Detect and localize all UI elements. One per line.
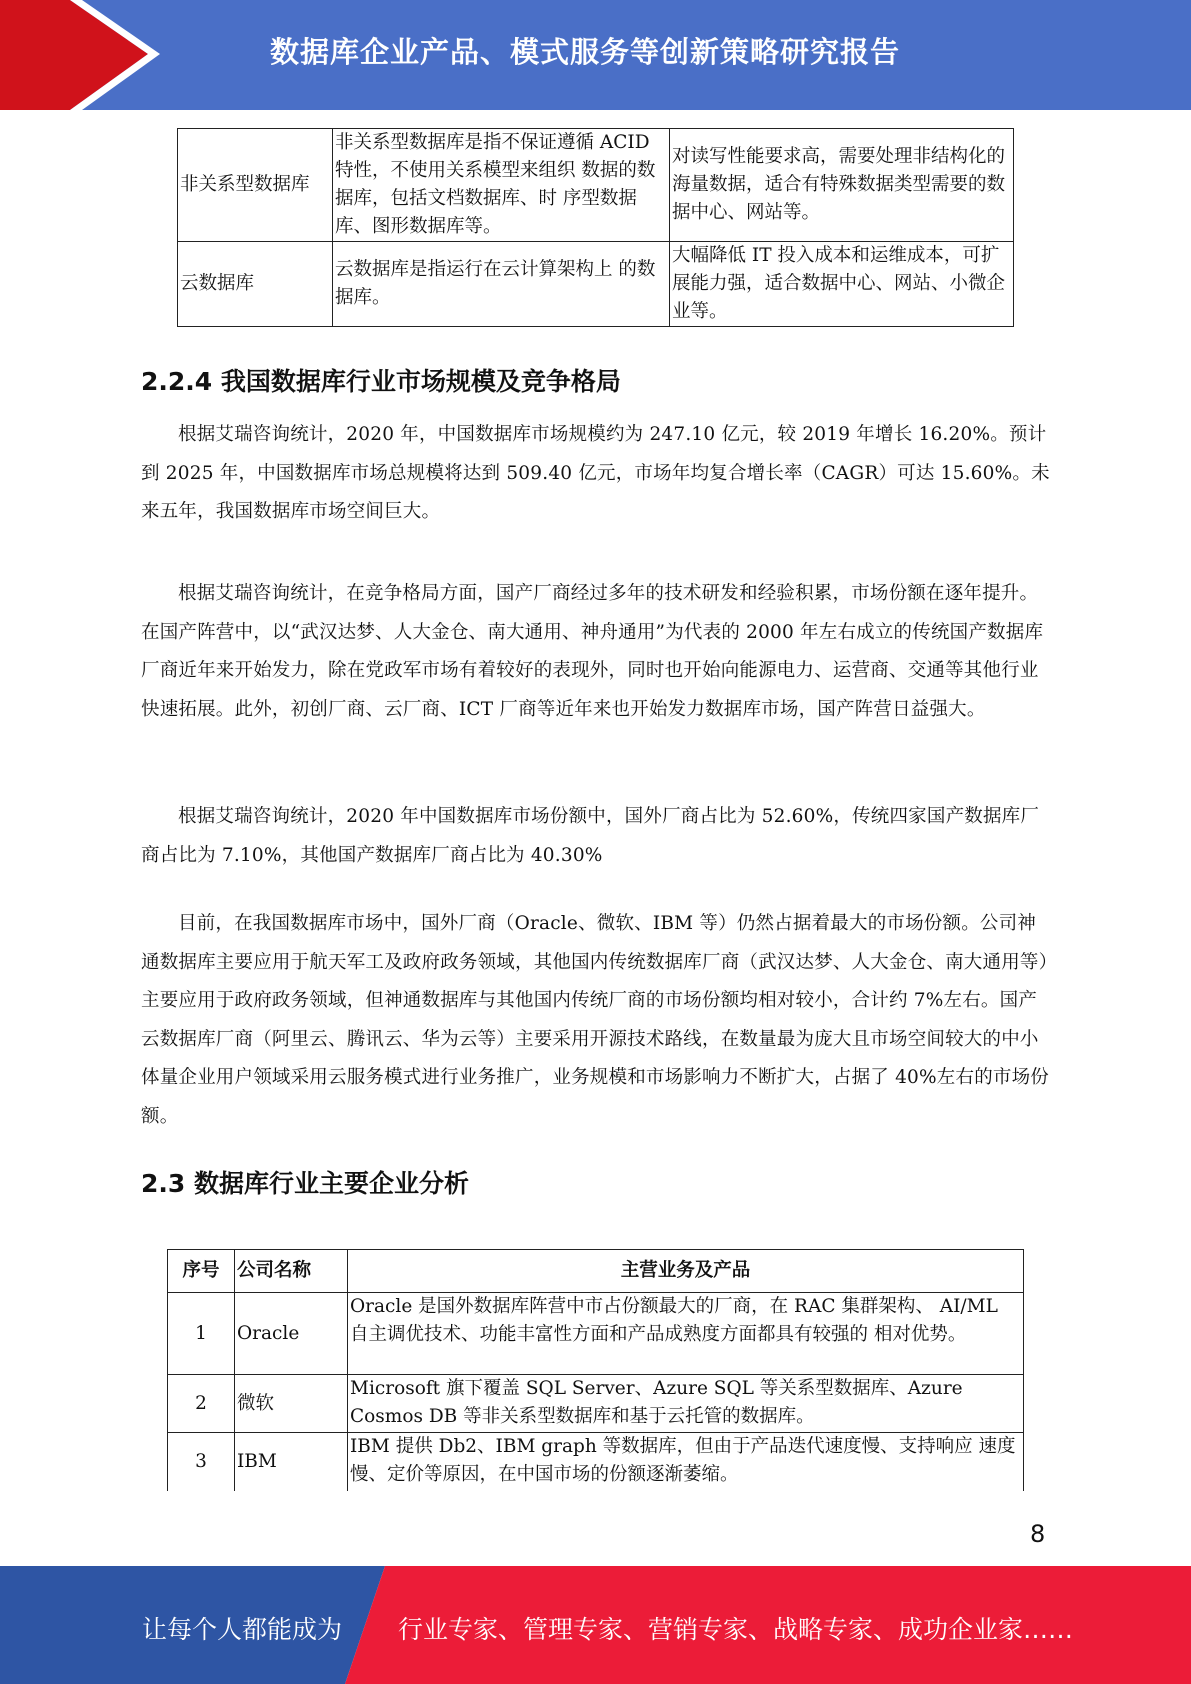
db-usage-cell: 大幅降低 IT 投入成本和运维成本，可扩展能力强，适合数据中心、网站、小微企业等。 bbox=[670, 242, 1014, 327]
company-business: Oracle 是国外数据库阵营中市占份额最大的厂商，在 RAC 集群架构、 AI/ML 自主调优技术、功能丰富性方面和产品成熟度方面都具有较强的 相对优势。 bbox=[348, 1293, 1024, 1375]
company-name: IBM bbox=[235, 1433, 348, 1491]
table-row bbox=[168, 1433, 1024, 1491]
col-header-business: 主营业务及产品 bbox=[348, 1250, 1024, 1293]
table-row bbox=[168, 1375, 1024, 1433]
company-business: Microsoft 旗下覆盖 SQL Server、Azure SQL 等关系型数据库、Azure Cosmos DB 等非关系型数据库和基于云托管的数据库。 bbox=[348, 1375, 1024, 1433]
paragraph-market-share: 根据艾瑞咨询统计，2020 年中国数据库市场份额中，国外厂商占比为 52.60%，传统四家国产数据库厂商占比为 7.10%，其他国产数据库厂商占比为 40.30% bbox=[141, 806, 1040, 866]
page-number: 8 bbox=[1030, 1520, 1046, 1548]
paragraph-current-situation: 目前，在我国数据库市场中，国外厂商（Oracle、微软、IBM 等）仍然占据着最大的市场份额。公司神通数据库主要应用于航天军工及政府政务领域，其他国内传统数据库厂商（武汉达梦、人大金仓、南大通用等）主要应用于政府政务领域，但神通数据库与其他国内传统厂商的市场份额均相对较小，合计约 7%左右。国产云数据库厂商（阿里云、腾讯云、华为云等）主要采用开源技术路线，在数量最为庞大且市场空间较大的中小体量企业用户领域采用云服务模式进行业务推广，业务规模和市场影响力不断扩大，占据了 40%左右的市场份额。 bbox=[141, 913, 1050, 1127]
page-footer bbox=[0, 1566, 1191, 1684]
paragraph-competition: 根据艾瑞咨询统计，在竞争格局方面，国产厂商经过多年的技术研发和经验积累，市场份额在逐年提升。在国产阵营中，以“武汉达梦、人大金仓、南大通用、神舟通用”为代表的 2000 年左右成立的传统国产数据库厂商近年来开始发力，除在党政军市场有着较好的表现外，同时也开始向能源电力、运营商、交通等其他行业快速拓展。此外，初创厂商、云厂商、ICT 厂商等近年来也开始发力数据库市场，国产阵营日益强大。 bbox=[141, 583, 1044, 720]
col-header-no: 序号 bbox=[168, 1250, 235, 1293]
section-heading-2-3: 2.3 数据库行业主要企业分析 bbox=[141, 1169, 469, 1198]
db-usage-cell: 对读写性能要求高，需要处理非结构化的海量数据，适合有特殊数据类型需要的数据中心、网站等。 bbox=[670, 129, 1014, 242]
company-name: Oracle bbox=[235, 1293, 348, 1375]
paragraph-market-size: 根据艾瑞咨询统计，2020 年，中国数据库市场规模约为 247.10 亿元，较 2019 年增长 16.20%。预计到 2025 年，中国数据库市场总规模将达到 509.40 亿元，市场年均复合增长率（CAGR）可达 15.60%。未来五年，我国数据库市场空间巨大。 bbox=[141, 424, 1050, 522]
row-number: 2 bbox=[168, 1375, 235, 1433]
company-name: 微软 bbox=[235, 1375, 348, 1433]
header-title: 数据库企业产品、模式服务等创新策略研究报告 bbox=[270, 35, 901, 69]
footer-slogan-right: 行业专家、管理专家、营销专家、战略专家、成功企业家…… bbox=[398, 1615, 1074, 1644]
database-types-table bbox=[177, 128, 1014, 327]
header-arrow-decoration bbox=[0, 0, 160, 110]
col-header-company: 公司名称 bbox=[235, 1250, 348, 1293]
db-type-cell: 云数据库 bbox=[178, 242, 333, 327]
companies-table bbox=[167, 1249, 1024, 1491]
table-row bbox=[178, 129, 1014, 242]
page-header bbox=[0, 0, 1191, 110]
table-header-row bbox=[168, 1250, 1024, 1293]
db-definition-cell: 非关系型数据库是指不保证遵循 ACID 特性，不使用关系模型来组织 数据的数据库，包括文档数据库、时 序型数据库、图形数据库等。 bbox=[333, 129, 670, 242]
row-number: 3 bbox=[168, 1433, 235, 1491]
company-business: IBM 提供 Db2、IBM graph 等数据库，但由于产品迭代速度慢、支持响应 速度慢、定价等原因，在中国市场的份额逐渐萎缩。 bbox=[348, 1433, 1024, 1491]
db-definition-cell: 云数据库是指运行在云计算架构上 的数据库。 bbox=[333, 242, 670, 327]
db-type-cell: 非关系型数据库 bbox=[178, 129, 333, 242]
table-row bbox=[168, 1293, 1024, 1375]
footer-slogan-left: 让每个人都能成为 bbox=[142, 1615, 343, 1644]
row-number: 1 bbox=[168, 1293, 235, 1375]
section-heading-2-2-4: 2.2.4 我国数据库行业市场规模及竞争格局 bbox=[141, 367, 621, 396]
table-row bbox=[178, 242, 1014, 327]
